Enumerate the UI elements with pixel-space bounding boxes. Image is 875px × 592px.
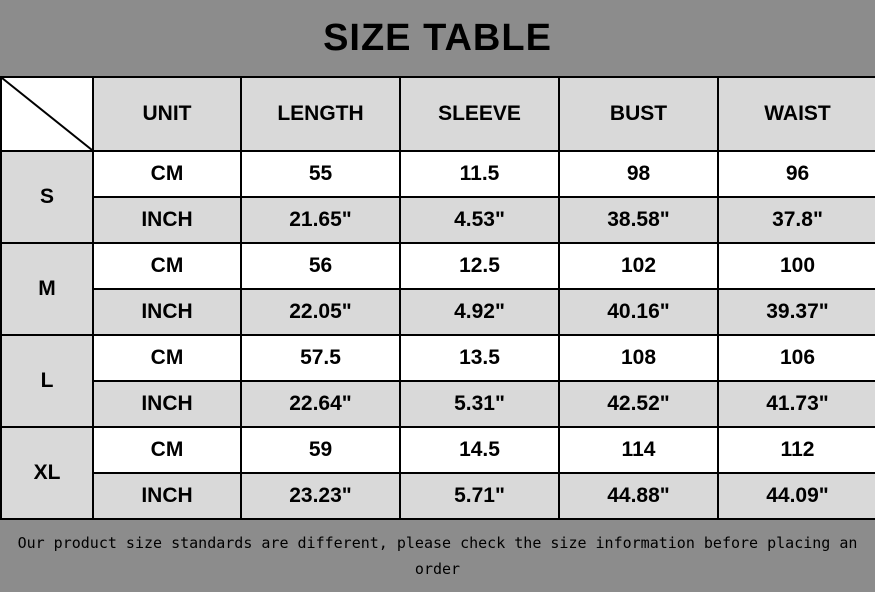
unit-cell: CM — [93, 427, 241, 473]
corner-diagonal-cell — [1, 77, 93, 151]
cell-waist: 37.8" — [718, 197, 875, 243]
column-header-bust: BUST — [559, 77, 718, 151]
table-row — [1, 243, 875, 289]
table-row — [1, 473, 875, 519]
cell-length: 22.05" — [241, 289, 400, 335]
unit-cell: CM — [93, 151, 241, 197]
cell-sleeve: 13.5 — [400, 335, 559, 381]
cell-length: 23.23" — [241, 473, 400, 519]
cell-sleeve: 11.5 — [400, 151, 559, 197]
cell-bust: 102 — [559, 243, 718, 289]
column-header-unit: UNIT — [93, 77, 241, 151]
cell-length: 57.5 — [241, 335, 400, 381]
cell-waist: 44.09" — [718, 473, 875, 519]
size-label-l: L — [1, 335, 93, 427]
table-row — [1, 335, 875, 381]
footer-note-bar — [0, 520, 875, 592]
unit-cell: CM — [93, 243, 241, 289]
size-label-s: S — [1, 151, 93, 243]
table-row — [1, 381, 875, 427]
table-row — [1, 289, 875, 335]
cell-length: 56 — [241, 243, 400, 289]
cell-length: 59 — [241, 427, 400, 473]
footer-note: Our product size standards are different, please check the size information before placing an order — [17, 534, 858, 578]
title-bar — [0, 0, 875, 76]
size-label-xl: XL — [1, 427, 93, 519]
cell-waist: 106 — [718, 335, 875, 381]
column-header-sleeve: SLEEVE — [400, 77, 559, 151]
cell-waist: 112 — [718, 427, 875, 473]
cell-bust: 38.58" — [559, 197, 718, 243]
table-row — [1, 151, 875, 197]
cell-bust: 108 — [559, 335, 718, 381]
cell-bust: 40.16" — [559, 289, 718, 335]
cell-waist: 100 — [718, 243, 875, 289]
cell-sleeve: 4.53" — [400, 197, 559, 243]
cell-sleeve: 12.5 — [400, 243, 559, 289]
column-header-length: LENGTH — [241, 77, 400, 151]
cell-sleeve: 4.92" — [400, 289, 559, 335]
page-title: SIZE TABLE — [323, 16, 552, 59]
cell-length: 55 — [241, 151, 400, 197]
size-table — [0, 76, 875, 520]
cell-sleeve: 14.5 — [400, 427, 559, 473]
table-header-row — [1, 77, 875, 151]
unit-cell: INCH — [93, 289, 241, 335]
unit-cell: INCH — [93, 473, 241, 519]
diagonal-line-icon — [2, 78, 92, 150]
table-row — [1, 197, 875, 243]
cell-bust: 44.88" — [559, 473, 718, 519]
cell-waist: 96 — [718, 151, 875, 197]
cell-bust: 114 — [559, 427, 718, 473]
unit-cell: INCH — [93, 381, 241, 427]
table-row — [1, 427, 875, 473]
column-header-waist: WAIST — [718, 77, 875, 151]
cell-bust: 42.52" — [559, 381, 718, 427]
cell-waist: 41.73" — [718, 381, 875, 427]
cell-length: 22.64" — [241, 381, 400, 427]
unit-cell: CM — [93, 335, 241, 381]
cell-bust: 98 — [559, 151, 718, 197]
unit-cell: INCH — [93, 197, 241, 243]
cell-sleeve: 5.71" — [400, 473, 559, 519]
size-label-m: M — [1, 243, 93, 335]
cell-sleeve: 5.31" — [400, 381, 559, 427]
cell-length: 21.65" — [241, 197, 400, 243]
cell-waist: 39.37" — [718, 289, 875, 335]
